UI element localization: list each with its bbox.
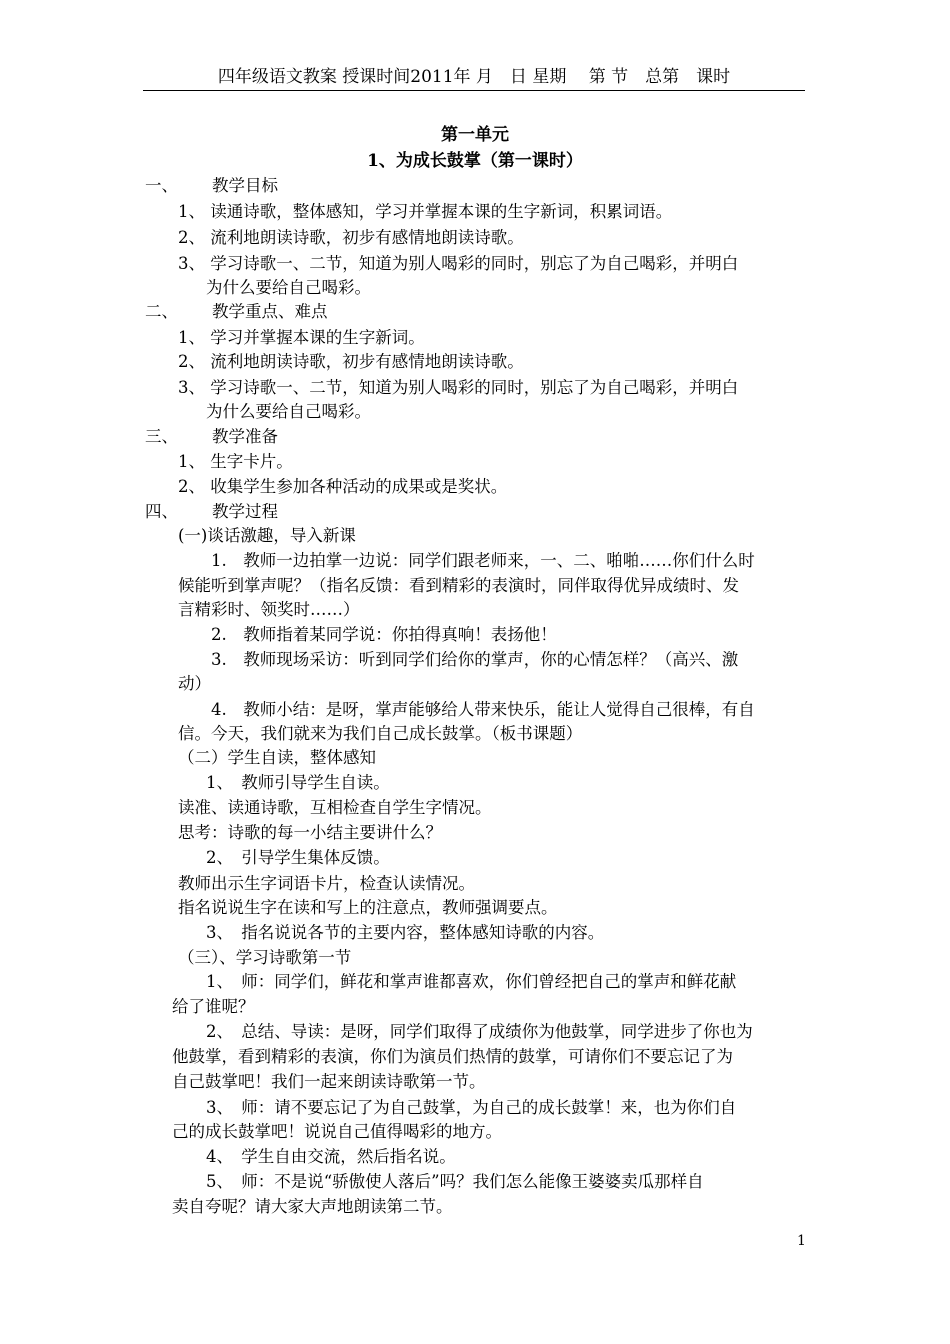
list-item: 1、 生字卡片。 — [178, 452, 293, 471]
paragraph-line: 候能听到掌声呢？（指名反馈：看到精彩的表演时，同伴取得优异成绩时、发 — [178, 576, 739, 595]
section-title: 教学目标 — [212, 176, 278, 195]
section-number: 二、 — [145, 302, 178, 321]
paragraph-line: 教师出示生字词语卡片，检查认读情况。 — [178, 874, 475, 893]
list-item-continuation: 为什么要给自己喝彩。 — [206, 278, 371, 297]
paragraph-line: 2、 总结、导读：是呀，同学们取得了成绩你为他鼓掌，同学进步了你也为 — [206, 1022, 753, 1041]
list-item: 2、 流利地朗读诗歌，初步有感情地朗读诗歌。 — [178, 228, 524, 247]
list-item: 2、 流利地朗读诗歌，初步有感情地朗读诗歌。 — [178, 352, 524, 371]
paragraph-line: 1、 教师引导学生自读。 — [206, 773, 390, 792]
list-item: 1、 读通诗歌，整体感知，学习并掌握本课的生字新词，积累词语。 — [178, 202, 673, 221]
paragraph-line: 4. 教师小结：是呀，掌声能够给人带来快乐，能让人觉得自己很棒，有自 — [211, 700, 755, 719]
paragraph-line: 信。今天，我们就来为我们自己成长鼓掌。（板书课题） — [178, 724, 583, 743]
paragraph-line: 思考：诗歌的每一小结主要讲什么？ — [178, 823, 442, 842]
subsection-heading: (一)谈话激趣，导入新课 — [178, 526, 356, 545]
paragraph-line: 他鼓掌，看到精彩的表演，你们为演员们热情的鼓掌，可请你们不要忘记了为 — [172, 1047, 733, 1066]
paragraph-line: 言精彩时、领奖时……） — [178, 600, 360, 619]
paragraph-line: 指名说说生字在读和写上的注意点，教师强调要点。 — [178, 898, 558, 917]
page-number: 1 — [797, 1233, 806, 1249]
section-title: 教学准备 — [212, 427, 278, 446]
paragraph-line: 自己鼓掌吧！我们一起来朗读诗歌第一节。 — [172, 1072, 486, 1091]
page-header: 四年级语文教案 授课时间2011年 月 日 星期 第 节 总第 课时 — [217, 67, 731, 87]
section-title: 教学重点、难点 — [212, 302, 328, 321]
paragraph-line: 动） — [178, 674, 211, 693]
section-number: 一、 — [145, 176, 178, 195]
paragraph-line: 1. 教师一边拍掌一边说：同学们跟老师来，一、二、啪啪……你们什么时 — [211, 551, 755, 570]
subsection-heading: （三）、学习诗歌第一节 — [178, 948, 352, 967]
paragraph-line: 读准、读通诗歌，互相检查自学生字情况。 — [178, 798, 492, 817]
paragraph-line: 给了谁呢？ — [172, 997, 255, 1016]
paragraph-line: 2. 教师指着某同学说：你拍得真响！表扬他！ — [211, 625, 557, 644]
paragraph-line: 己的成长鼓掌吧！说说自己值得喝彩的地方。 — [172, 1122, 502, 1141]
paragraph-line: 3. 教师现场采访：听到同学们给你的掌声，你的心情怎样？（高兴、激 — [211, 650, 739, 669]
section-number: 四、 — [145, 502, 178, 521]
unit-title: 第一单元 — [441, 125, 509, 145]
list-item: 3、 学习诗歌一、二节，知道为别人喝彩的同时，别忘了为自己喝彩，并明白 — [178, 378, 739, 397]
paragraph-line: 1、 师：同学们，鲜花和掌声谁都喜欢，你们曾经把自己的掌声和鲜花献 — [206, 972, 737, 991]
list-item: 3、 学习诗歌一、二节，知道为别人喝彩的同时，别忘了为自己喝彩，并明白 — [178, 254, 739, 273]
section-number: 三、 — [145, 427, 178, 446]
list-item: 2、 收集学生参加各种活动的成果或是奖状。 — [178, 477, 508, 496]
paragraph-line: 2、 引导学生集体反馈。 — [206, 848, 390, 867]
paragraph-line: 4、 学生自由交流，然后指名说。 — [206, 1147, 456, 1166]
paragraph-line: 5、 师：不是说“骄傲使人落后”吗？我们怎么能像王婆婆卖瓜那样自 — [206, 1172, 704, 1191]
subsection-heading: （二）学生自读，整体感知 — [178, 748, 376, 767]
section-title: 教学过程 — [212, 502, 278, 521]
list-item: 1、 学习并掌握本课的生字新词。 — [178, 328, 425, 347]
paragraph-line: 3、 师：请不要忘记了为自己鼓掌，为自己的成长鼓掌！来，也为你们自 — [206, 1098, 737, 1117]
paragraph-line: 3、 指名说说各节的主要内容，整体感知诗歌的内容。 — [206, 923, 605, 942]
list-item-continuation: 为什么要给自己喝彩。 — [206, 402, 371, 421]
lesson-title: 1、为成长鼓掌（第一课时） — [367, 151, 583, 171]
paragraph-line: 卖自夸呢？请大家大声地朗读第二节。 — [172, 1197, 453, 1216]
header-rule — [143, 90, 805, 91]
